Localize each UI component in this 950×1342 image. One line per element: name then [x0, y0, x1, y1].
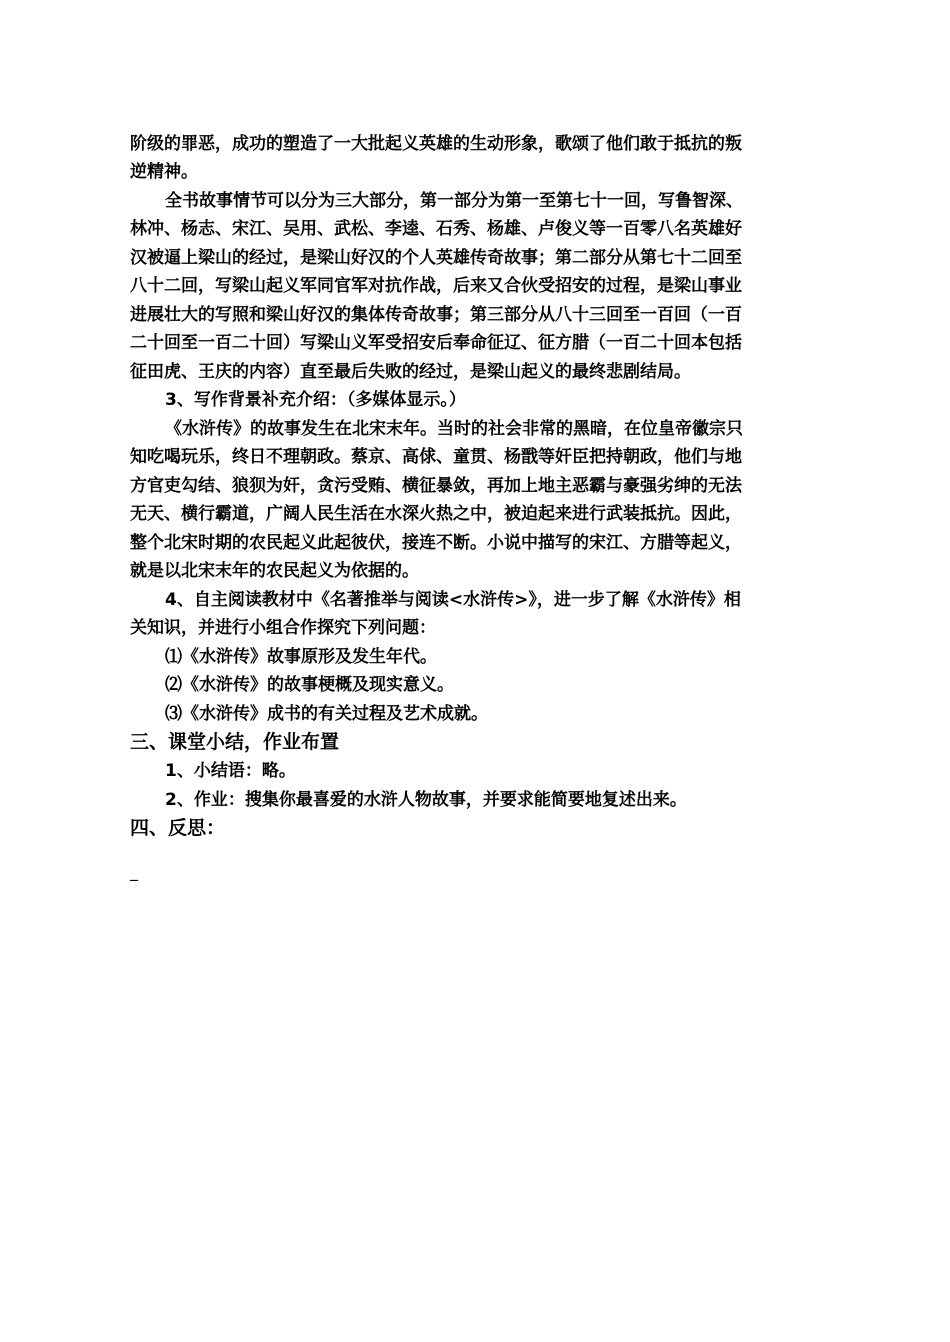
text-line: 林冲、杨志、宋江、吴用、武松、李逵、石秀、杨雄、卢俊义等一百零八名英雄好 — [130, 219, 742, 239]
text-cursor: _ — [130, 862, 138, 881]
question-item: ⑴《水浒传》故事原形及发生年代。 — [165, 647, 437, 667]
text-line: 逆精神。 — [130, 162, 198, 182]
text-line: 就是以北宋末年的农民起义为依据的。 — [130, 561, 419, 581]
text-line: 整个北宋时期的农民起义此起彼伏，接连不断。小说中描写的宋江、方腊等起义， — [130, 533, 742, 553]
text-line: 进展壮大的写照和梁山好汉的集体传奇故事；第三部分从八十三回至一百回（一百 — [130, 305, 742, 325]
question-item: ⑵《水浒传》的故事梗概及现实意义。 — [165, 675, 454, 695]
text-line: 汉被逼上梁山的经过，是梁山好汉的个人英雄传奇故事；第二部分从第七十二回至 — [130, 248, 742, 268]
text-line: 3、写作背景补充介绍：（多媒体显示。） — [165, 390, 466, 410]
section-heading-summary: 三、课堂小结，作业布置 — [130, 731, 340, 753]
text-line: 全书故事情节可以分为三大部分，第一部分为第一至第七十一回，写鲁智深、 — [165, 191, 743, 211]
text-line: 阶级的罪恶，成功的塑造了一大批起义英雄的生动形象，歌颂了他们敢于抵抗的叛 — [130, 134, 742, 154]
text-line: 八十二回，写梁山起义军同官军对抗作战，后来又合伙受招安的过程，是梁山事业 — [130, 276, 742, 296]
homework-item: 2、作业：搜集你最喜爱的水浒人物故事，并要求能简要地复述出来。 — [165, 790, 687, 810]
text-line: 无天、横行霸道，广阔人民生活在水深火热之中，被迫起来进行武装抵抗。因此， — [130, 504, 742, 524]
section-heading-reflection: 四、反思： — [130, 817, 226, 839]
question-item: ⑶《水浒传》成书的有关过程及艺术成就。 — [165, 704, 488, 724]
text-line: 知吃喝玩乐，终日不理朝政。蔡京、高俅、童贯、杨戬等奸臣把持朝政，他们与地 — [130, 447, 742, 467]
text-line: 二十回至一百二十回）写梁山义军受招安后奉命征辽、征方腊（一百二十回本包括 — [130, 333, 742, 353]
text-line: 征田虎、王庆的内容）直至最后失败的经过，是梁山起义的最终悲剧结局。 — [130, 362, 691, 382]
text-line: 《水浒传》的故事发生在北宋末年。当时的社会非常的黑暗，在位皇帝徽宗只 — [165, 419, 743, 439]
text-line: 方官吏勾结、狼狈为奸，贪污受贿、横征暴敛，再加上地主恶霸与豪强劣绅的无法 — [130, 476, 742, 496]
text-line: 关知识，并进行小组合作探究下列问题： — [130, 618, 436, 638]
text-line: 4、自主阅读教材中《名著推举与阅读<水浒传>》，进一步了解《水浒传》相 — [165, 590, 741, 610]
summary-item: 1、小结语：略。 — [165, 761, 296, 781]
